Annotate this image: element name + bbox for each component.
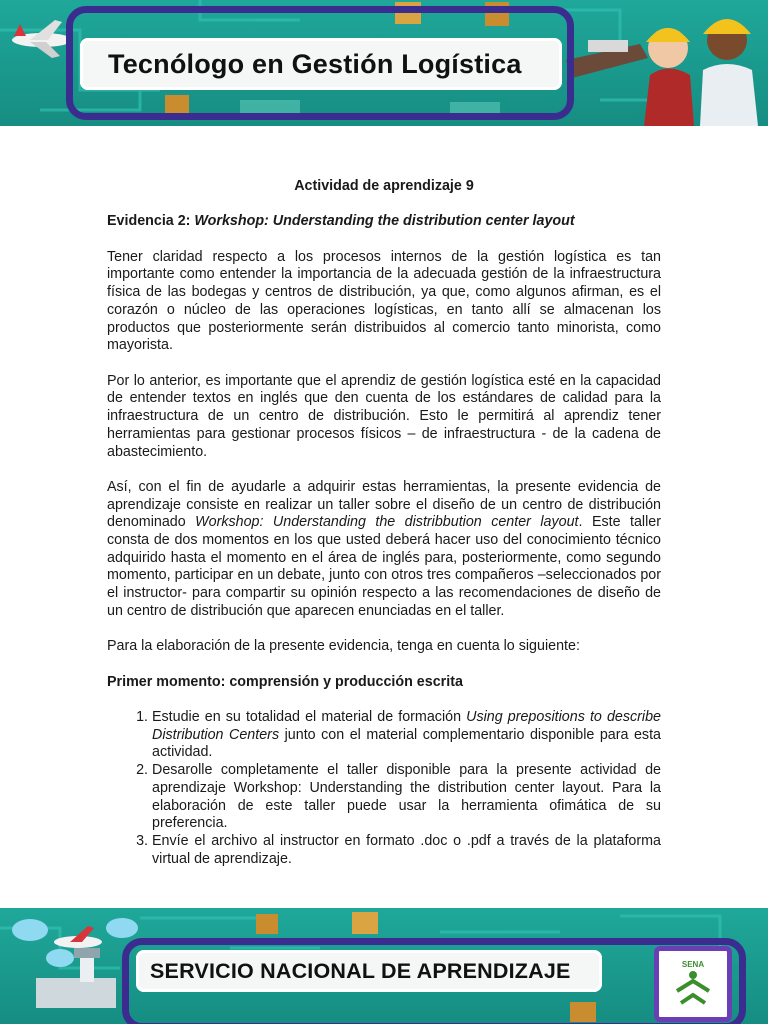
airplane-icon [12,20,72,58]
sena-logo [654,946,732,1022]
evidence-title: Workshop: Understanding the distribution center layout [194,213,575,230]
instruction-list [107,709,661,868]
ship-icon [566,40,648,78]
document-body [107,178,661,868]
paragraph-2: Por lo anterior, es importante que el aprendiz de gestión logística esté en la capacidad de entender textos en inglés que den cuenta de los estándares de calidad para la infraestructura de un centro de distribución. Esto le permitirá al aprendiz tener herramientas para gestionar procesos físicos – de infraestructura - de la cadena de abastecimiento. [107,372,661,460]
list-item: 1. Estudie en su totalidad el material de formación Using prepositions to describe Distribution Centers junto con el material complementario disponible para esta actividad. [152,709,661,762]
sena-logo-icon [659,951,727,1017]
list-item: 2. Desarolle completamente el taller disponible para la presente actividad de aprendizaje Workshop: Understanding the distribution center layout. Para la elaboración de este taller puede usar la herramienta ofimática de su preferencia. [152,762,661,833]
activity-heading: Actividad de aprendizaje 9 [294,178,474,194]
workers-illustration [644,19,758,126]
list-item: 3. Envíe el archivo al instructor en formato .doc o .pdf a través de la plataforma virtual de aprendizaje. [152,833,661,868]
workshop-title: Workshop: Understanding the distribbution center layout [195,514,579,531]
footer-title-box [136,950,602,992]
logo-text: SENA [681,960,705,969]
paragraph-3: Así, con el fin de ayudarle a adquirir estas herramientas, la presente evidencia de aprendizaje consiste en realizar un taller sobre el diseño de un centro de distribución denominado Workshop: Understanding the distribbution center layout. Este taller consta de dos momentos en los que usted deberá hacer uso del conocimiento técnico adquirido hasta el momento en el área de inglés para, posteriormente, como segundo momento, participar en un debate, junto con otros tres compañeros –seleccionados por el instructor- para compartir su opinión respecto a las recomendaciones de diseño de un centro de distribución que aparecen enunciadas en el taller. [107,478,661,619]
footer-title: SERVICIO NACIONAL DE APRENDIZAJE [150,958,571,983]
header-banner [0,0,768,126]
section-title: Primer momento: comprensión y producción escrita [107,673,463,690]
header-title: Tecnólogo en Gestión Logística [108,48,522,79]
evidence-label: Evidencia 2: [107,213,195,230]
paragraph-4: Para la elaboración de la presente evidencia, tenga en cuenta lo siguiente: [107,638,580,655]
footer-banner [0,908,768,1024]
header-title-box [80,38,562,90]
evidence-heading [107,213,661,231]
paragraph-1: Tener claridad respecto a los procesos internos de la gestión logística es tan importante como entender la importancia de la adecuada gestión de la infraestructura física de las bodegas y centros de distribución, ya que, como algunos afirman, es el corazón o núcleo de las operaciones logísticas, en tanto allí se almacenan los productos que posteriormente serán distribuidos al comercio tanto minorista, como mayorista. [107,248,661,354]
